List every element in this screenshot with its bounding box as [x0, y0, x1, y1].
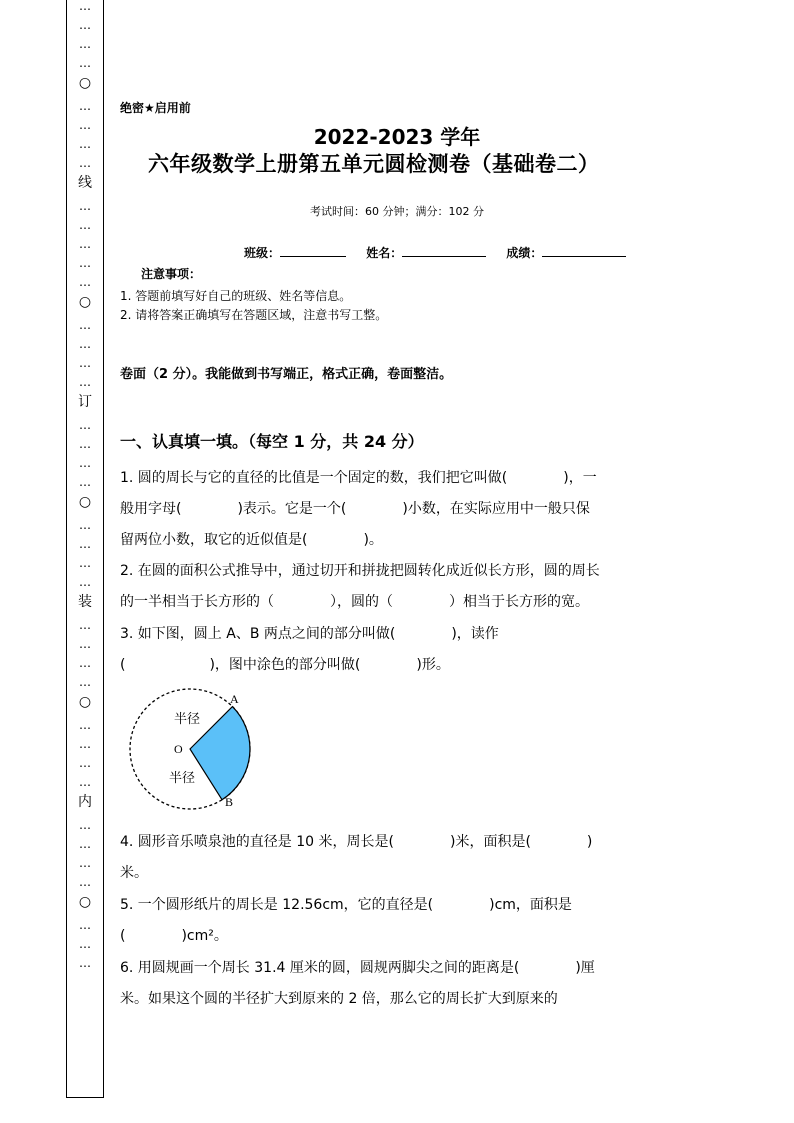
page-title-year: 2022-2023 学年 [313, 125, 481, 149]
binding-label: 线 [78, 175, 92, 191]
binding-dots: … [79, 756, 91, 770]
binding-dots: … [79, 0, 91, 13]
binding-dots: … [79, 775, 91, 789]
binding-dots: … [79, 118, 91, 132]
binding-label: 装 [78, 594, 92, 610]
binding-dots: … [79, 356, 91, 370]
radius-label-top: 半径 [174, 712, 201, 727]
binding-dots: … [79, 575, 91, 589]
binding-circle: ○ [78, 894, 92, 910]
score-label: 成绩： [506, 246, 543, 260]
binding-dots: … [79, 937, 91, 951]
binding-dots: … [79, 56, 91, 70]
notice-title: 注意事项： [141, 267, 202, 281]
binding-dots: … [79, 618, 91, 632]
student-info-fields [244, 244, 626, 261]
class-label: 班级： [244, 246, 281, 260]
question-6-line: 米。如果这个圆的半径扩大到原来的 2 倍，那么它的周长扩大到原来的 [120, 991, 558, 1007]
binding-dots: … [79, 818, 91, 832]
question-4-line: 米。 [120, 865, 148, 881]
question-6-line: 6. 用圆规画一个周长 31.4 厘米的圆，圆规两脚尖之间的距离是( )厘 [120, 960, 595, 976]
binding-dots: … [79, 437, 91, 451]
center-o-label: O [174, 742, 183, 756]
question-4-line: 4. 圆形音乐喷泉池的直径是 10 米，周长是( )米，面积是( ) [120, 834, 593, 850]
binding-dots: … [79, 956, 91, 970]
binding-dots: … [79, 137, 91, 151]
name-field[interactable] [402, 244, 486, 257]
notice-item: 1. 答题前填写好自己的班级、姓名等信息。 [120, 289, 352, 303]
question-1-line: 留两位小数，取它的近似值是( )。 [120, 532, 383, 548]
binding-dots: … [79, 275, 91, 289]
binding-circle: ○ [78, 294, 92, 310]
binding-dots: … [79, 256, 91, 270]
binding-circle: ○ [78, 494, 92, 510]
confidential-label: 绝密★启用前 [120, 101, 191, 115]
binding-dots: … [79, 337, 91, 351]
binding-dots: … [79, 99, 91, 113]
page-title: 六年级数学上册第五单元圆检测卷（基础卷二） [148, 152, 600, 176]
binding-dots: … [79, 637, 91, 651]
notice-item: 2. 请将答案正确填写在答题区域，注意书写工整。 [120, 308, 388, 322]
binding-dots: … [79, 918, 91, 932]
binding-circle: ○ [78, 694, 92, 710]
section-heading: 一、认真填一填。（每空 1 分，共 24 分） [120, 432, 424, 451]
binding-margin-marks [67, 0, 103, 1097]
binding-dots: … [79, 837, 91, 851]
binding-circle: ○ [78, 75, 92, 91]
binding-dots: … [79, 475, 91, 489]
binding-dots: … [79, 375, 91, 389]
binding-dots: … [79, 718, 91, 732]
binding-dots: … [79, 37, 91, 51]
binding-dots: … [79, 656, 91, 670]
circle-sector-figure [118, 685, 258, 813]
binding-dots: … [79, 418, 91, 432]
binding-dots: … [79, 856, 91, 870]
binding-dots: … [79, 18, 91, 32]
radius-label-bottom: 半径 [169, 771, 196, 786]
class-field[interactable] [280, 244, 346, 257]
question-3-line: 3. 如下图，圆上 A、B 两点之间的部分叫做( )，读作 [120, 626, 499, 642]
binding-dots: … [79, 456, 91, 470]
binding-dots: … [79, 156, 91, 170]
question-5-line: ( )cm²。 [120, 928, 228, 944]
score-field[interactable] [542, 244, 626, 257]
name-label: 姓名： [366, 246, 403, 260]
binding-dots: … [79, 518, 91, 532]
question-1-line: 1. 圆的周长与它的直径的比值是一个固定的数，我们把它叫做( )，一 [120, 470, 597, 486]
binding-dots: … [79, 318, 91, 332]
question-1-line: 般用字母( )表示。它是一个( )小数，在实际应用中一般只保 [120, 501, 590, 517]
binding-dots: … [79, 556, 91, 570]
question-3-line: ( )，图中涂色的部分叫做( )形。 [120, 657, 450, 673]
binding-dots: … [79, 737, 91, 751]
binding-dots: … [79, 875, 91, 889]
point-a-label: A [230, 692, 239, 706]
question-2-line: 2. 在圆的面积公式推导中，通过切开和拼拢把圆转化成近似长方形，圆的周长 [120, 563, 600, 579]
binding-dots: … [79, 675, 91, 689]
exam-info: 考试时间：60 分钟；满分：102 分 [310, 205, 484, 218]
binding-dots: … [79, 199, 91, 213]
binding-label: 内 [78, 794, 92, 810]
binding-margin [66, 0, 104, 1098]
binding-dots: … [79, 218, 91, 232]
binding-dots: … [79, 237, 91, 251]
binding-label: 订 [78, 394, 92, 410]
question-2-line: 的一半相当于长方形的（ ），圆的（ ）相当于长方形的宽。 [120, 594, 589, 610]
question-5-line: 5. 一个圆形纸片的周长是 12.56cm，它的直径是( )cm，面积是 [120, 897, 572, 913]
binding-dots: … [79, 537, 91, 551]
point-b-label: B [225, 795, 234, 809]
neatness-statement: 卷面（2 分）。我能做到书写端正，格式正确，卷面整洁。 [120, 367, 453, 382]
